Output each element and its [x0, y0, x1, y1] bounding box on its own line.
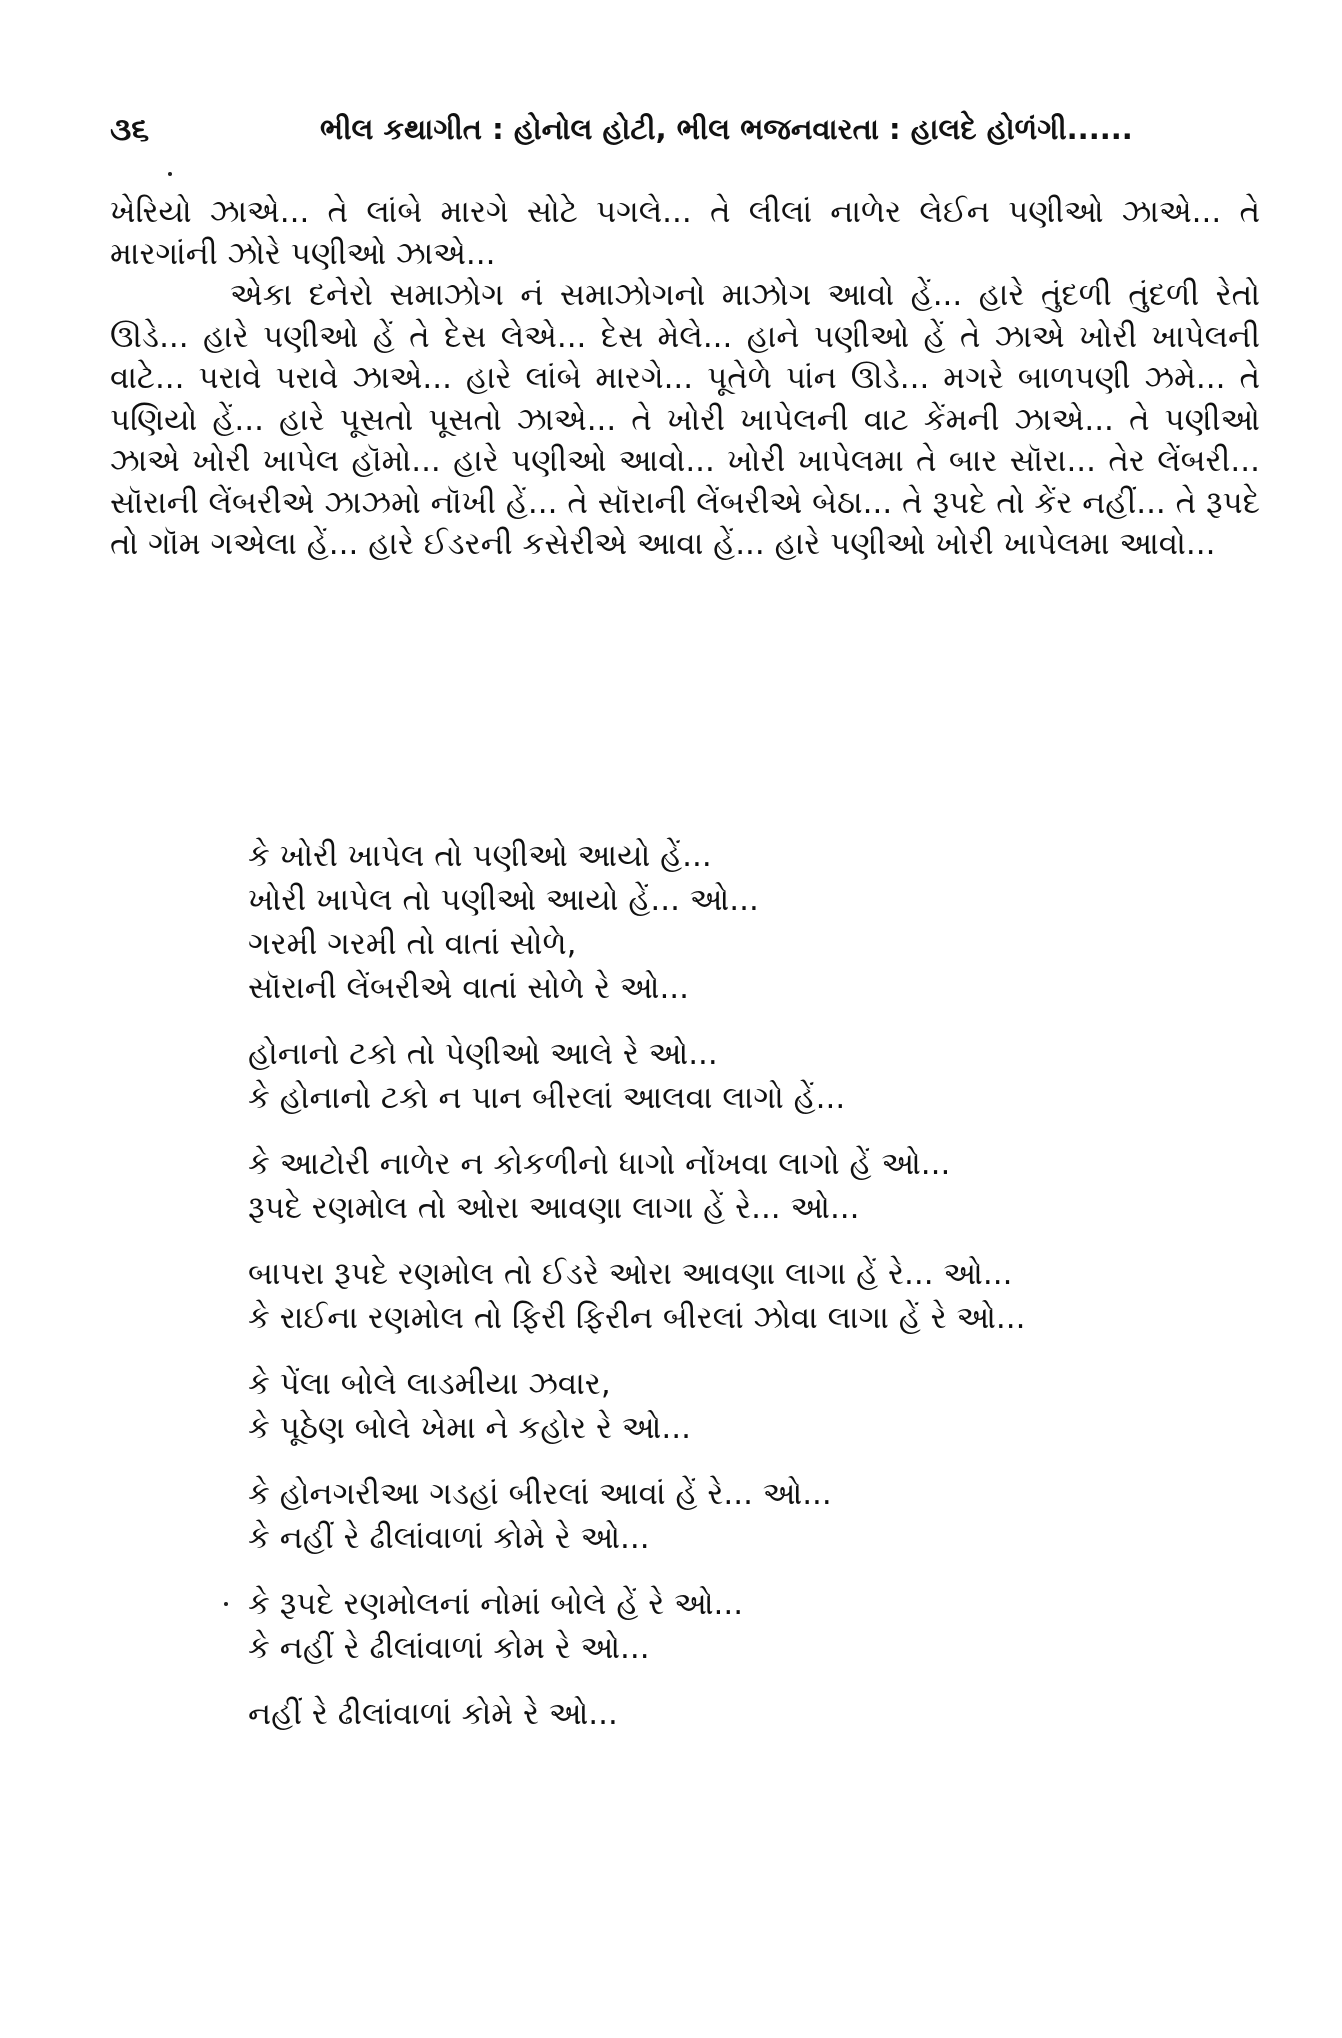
stanza	[248, 1142, 1258, 1230]
verse-line: કે રૂપદે રણમોલનાં નોમાં બોલે હેં રે ઓ...	[248, 1586, 744, 1622]
print-speck	[224, 1602, 228, 1606]
verse-line: કે હોનાનો ટકો ન પાન બીરલાં આલવા લાગો હેં...	[248, 1080, 846, 1116]
verse-line: બાપરા રૂપદે રણમોલ તો ઈડરે ઓરા આવણા લાગા હેં રે... ઓ...	[248, 1256, 1013, 1292]
verse-line: નહીં રે ઢીલાંવાળાં કોમે રે ઓ...	[248, 1696, 618, 1732]
verse-line: કે ખોરી ખાપેલ તો પણીઓ આયો હેં...	[248, 838, 712, 874]
stanza	[248, 1692, 1258, 1736]
verse-block	[248, 834, 1258, 1758]
stanza	[248, 1472, 1258, 1560]
verse-line: કે આટોરી નાળેર ન કોકળીનો ધાગો નોંખવા લાગો હેં ઓ...	[248, 1146, 951, 1182]
verse-line: ગરમી ગરમી તો વાતાં સોળે,	[248, 926, 577, 962]
stanza	[248, 1362, 1258, 1450]
verse-line: કે નહીં રે ઢીલાંવાળાં કોમે રે ઓ...	[248, 1520, 650, 1556]
verse-line: કે નહીં રે ઢીલાંવાળાં કોમ રે ઓ...	[248, 1630, 650, 1666]
stanza	[248, 1252, 1258, 1340]
verse-line: કે પૂઠેણ બોલે ખેમા ને કહોર રે ઓ...	[248, 1410, 691, 1446]
stanza	[248, 834, 1258, 1010]
page-header	[110, 110, 1250, 160]
verse-line: કે હોનગરીઆ ગડહાં બીરલાં આવાં હેં રે... ઓ...	[248, 1476, 832, 1512]
running-title: ભીલ કથાગીત : હોનોલ હોટી, ભીલ ભજનવારતા : હાલદે હોળંગી......	[320, 112, 1133, 146]
stanza	[248, 1582, 1258, 1670]
print-speck	[168, 172, 172, 176]
verse-line: રૂપદે રણમોલ તો ઓરા આવણા લાગા હેં રે... ઓ...	[248, 1190, 860, 1226]
stanza	[248, 1032, 1258, 1120]
verse-line: ખોરી ખાપેલ તો પણીઓ આયો હેં... ઓ...	[248, 882, 759, 918]
verse-line: કે રાઈના રણમોલ તો ફિરી ફિરીન બીરલાં ઝોવા લાગા હેં રે ઓ...	[248, 1300, 1026, 1336]
verse-line: કે પેંલા બોલે લાડમીયા ઝવાર,	[248, 1366, 611, 1402]
paragraph: ખેરિયો ઝાએ... તે લાંબે મારગે સોટે પગલે... તે લીલાં નાળેર લેઈન પણીઓ ઝાએ... તે મારગાંની ઝોરે પણીઓ ઝાએ...	[110, 194, 1260, 272]
prose-body	[110, 192, 1260, 566]
verse-line: સૉરાની લેંબરીએ વાતાં સોળે રે ઓ...	[248, 970, 690, 1006]
verse-line: હોનાનો ટકો તો પેણીઓ આલે રે ઓ...	[248, 1036, 718, 1072]
paragraph: એકા દનેરો સમાઝોગ નં સમાઝોગનો માઝોગ આવો હેં... હારે તુંદળી તુંદળી રેતો ઊડે... હારે પણીઓ હેં તે દેસ લેએ... દેસ મેલે... હાને પણીઓ હેં તે ઝાએ ખોરી ખાપેલની વાટે... પરાવે પરાવે ઝાએ... હારે લાંબે મારગે... પૂતેળે પાંન ઊડે... મગરે બાળપણી ઝમે... તે પણિયો હેં... હારે પૂસતો પૂસતો ઝાએ... તે ખોરી ખાપેલની વાટ કેંમની ઝાએ... તે પણીઓ ઝાએ ખોરી ખાપેલ હૉમો... હારે પણીઓ આવો... ખોરી ખાપેલમા તે બાર સૉરા... તેર લેંબરી... સૉરાની લેંબરીએ ઝાઝમો નૉખી હેં... તે સૉરાની લેંબરીએ બેઠા... તે રૂપદે તો કેંર નહીં... તે રૂપદે તો ગૉમ ગએલા હેં... હારે ઈડરની કસેરીએ આવા હેં... હારે પણીઓ ખોરી ખાપેલમા આવો...	[110, 277, 1260, 562]
page-number: ૩૬	[110, 110, 150, 148]
